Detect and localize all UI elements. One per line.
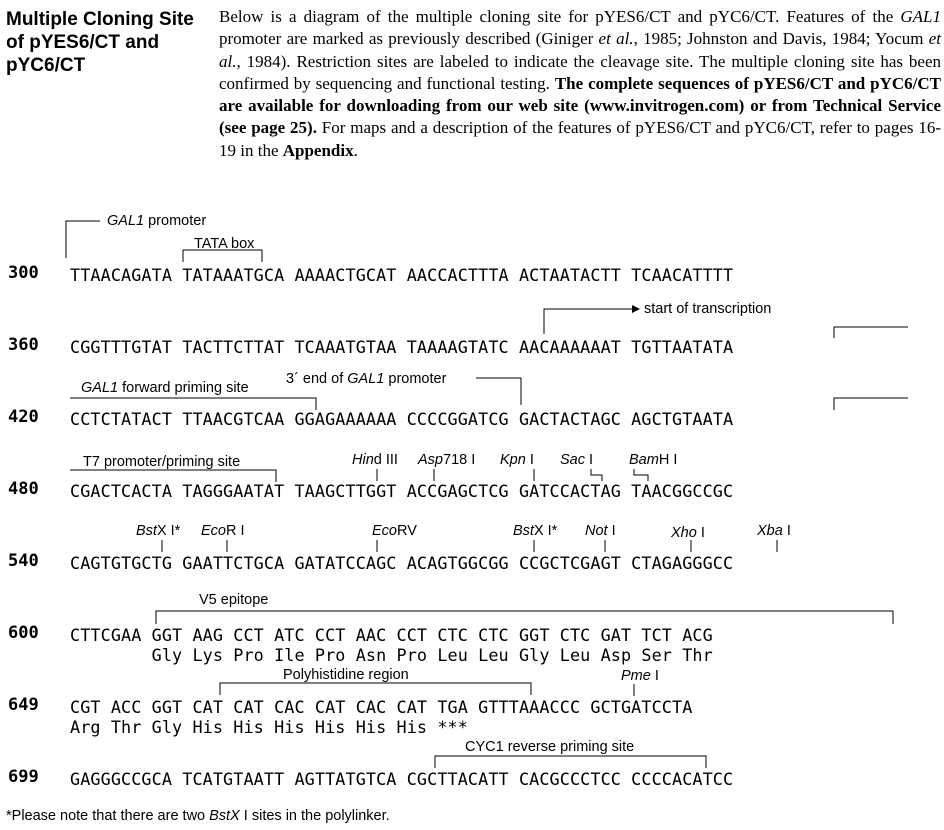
sequence-line: CGT ACC GGT CAT CAT CAC CAT CAC CAT TGA GTTTAAACCC GCTGATCCTA — [70, 697, 693, 717]
gal1-forward-priming-site-label: GAL1 forward priming site — [81, 380, 249, 396]
ecori-site-label: EcoR I — [201, 523, 245, 539]
sequence-line: CAGTGTGCTG GAATTCTGCA GATATCCAGC ACAGTGGCGG CCGCTCGAGT CTAGAGGGCC — [70, 553, 734, 573]
sequence-line: CGGTTTGTAT TACTTCTTAT TCAAATGTAA TAAAAGTATC AACAAAAAAT TGTTAATATA — [70, 337, 734, 357]
position-number: 300 — [8, 263, 39, 283]
start-of-transcription-label: start of transcription — [644, 301, 772, 317]
amino-acid-line: Gly Lys Pro Ile Pro Asn Pro Leu Leu Gly Leu Asp Ser Thr — [70, 645, 713, 665]
t7-promoter-label: T7 promoter/priming site — [83, 454, 241, 470]
position-number: 699 — [8, 767, 39, 787]
noti-site-label: Not I — [585, 523, 616, 539]
position-number: 540 — [8, 551, 39, 571]
gal1-promoter-3-end-label: 3´ end of GAL1 promoter — [286, 371, 447, 387]
gal1-promoter-label: GAL1 promoter — [107, 213, 207, 229]
footnote: *Please note that there are two BstX I sites in the polylinker. — [6, 808, 390, 824]
position-number: 480 — [8, 479, 39, 499]
position-number: 360 — [8, 335, 39, 355]
sequence-line: CGACTCACTA TAGGGAATAT TAAGCTTGGT ACCGAGCTCG GATCCACTAG TAACGGCCGC — [70, 481, 734, 501]
polyhistidine-region-label: Polyhistidine region — [283, 667, 409, 683]
amino-acid-line: Arg Thr Gly His His His His His His *** — [70, 717, 468, 737]
v5-epitope-label: V5 epitope — [199, 592, 269, 608]
xhoi-site-label: Xho I — [671, 525, 705, 541]
bstxi-site-label-2: BstX I* — [513, 523, 558, 539]
pmei-site-label: Pme I — [621, 668, 659, 684]
kpni-site-label: Kpn I — [500, 452, 534, 468]
sequence-line: CTTCGAA GGT AAG CCT ATC CCT AAC CCT CTC CTC GGT CTC GAT TCT ACG — [70, 625, 713, 645]
ecorv-site-label: EcoRV — [372, 523, 417, 539]
bamhi-site-label: BamH I — [629, 452, 678, 468]
saci-site-label: Sac I — [560, 452, 594, 468]
bstxi-site-label-1: BstX I* — [136, 523, 181, 539]
cyc1-reverse-priming-site-label: CYC1 reverse priming site — [465, 739, 635, 755]
position-number: 600 — [8, 623, 39, 643]
xbai-site-label: Xba I — [757, 523, 791, 539]
sequence-line: GAGGGCCGCA TCATGTAATT AGTTATGTCA CGCTTACATT CACGCCCTCC CCCCACATCC — [70, 769, 734, 789]
tata-box-label: TATA box — [194, 236, 255, 252]
page-title: Multiple Cloning Site of pYES6/CT and pYC6/CT — [6, 9, 194, 76]
sequence-line: TTAACAGATA TATAAATGCA AAAACTGCAT AACCACTTTA ACTAATACTT TCAACATTTT — [70, 265, 734, 285]
hindiii-site-label: Hind III — [352, 452, 398, 468]
position-number: 649 — [8, 695, 39, 715]
asp718i-site-label: Asp718 I — [418, 452, 476, 468]
sequence-line: CCTCTATACT TTAACGTCAA GGAGAAAAAA CCCCGGATCG GACTACTAGC AGCTGTAATA — [70, 409, 734, 429]
position-number: 420 — [8, 407, 39, 427]
intro-paragraph: Below is a diagram of the multiple cloning site for pYES6/CT and pYC6/CT. Features of the GAL1 promoter are marked as previously described (Giniger et al., 1985; Johnston and Davis, 1984; Yocum et al., 1984). Restriction sites are labeled to indicate the cleavage site. The multiple cloning site has been confirmed by sequencing and functional testing. The complete sequences of pYES6/CT and pYC6/CT are available for downloading from our web site (www.invitrogen.com) or from Technical Service (see page 25). For maps and a description of the features of pYES6/CT and pYC6/CT, refer to pages 16-19 in the Appendix. — [219, 7, 942, 160]
